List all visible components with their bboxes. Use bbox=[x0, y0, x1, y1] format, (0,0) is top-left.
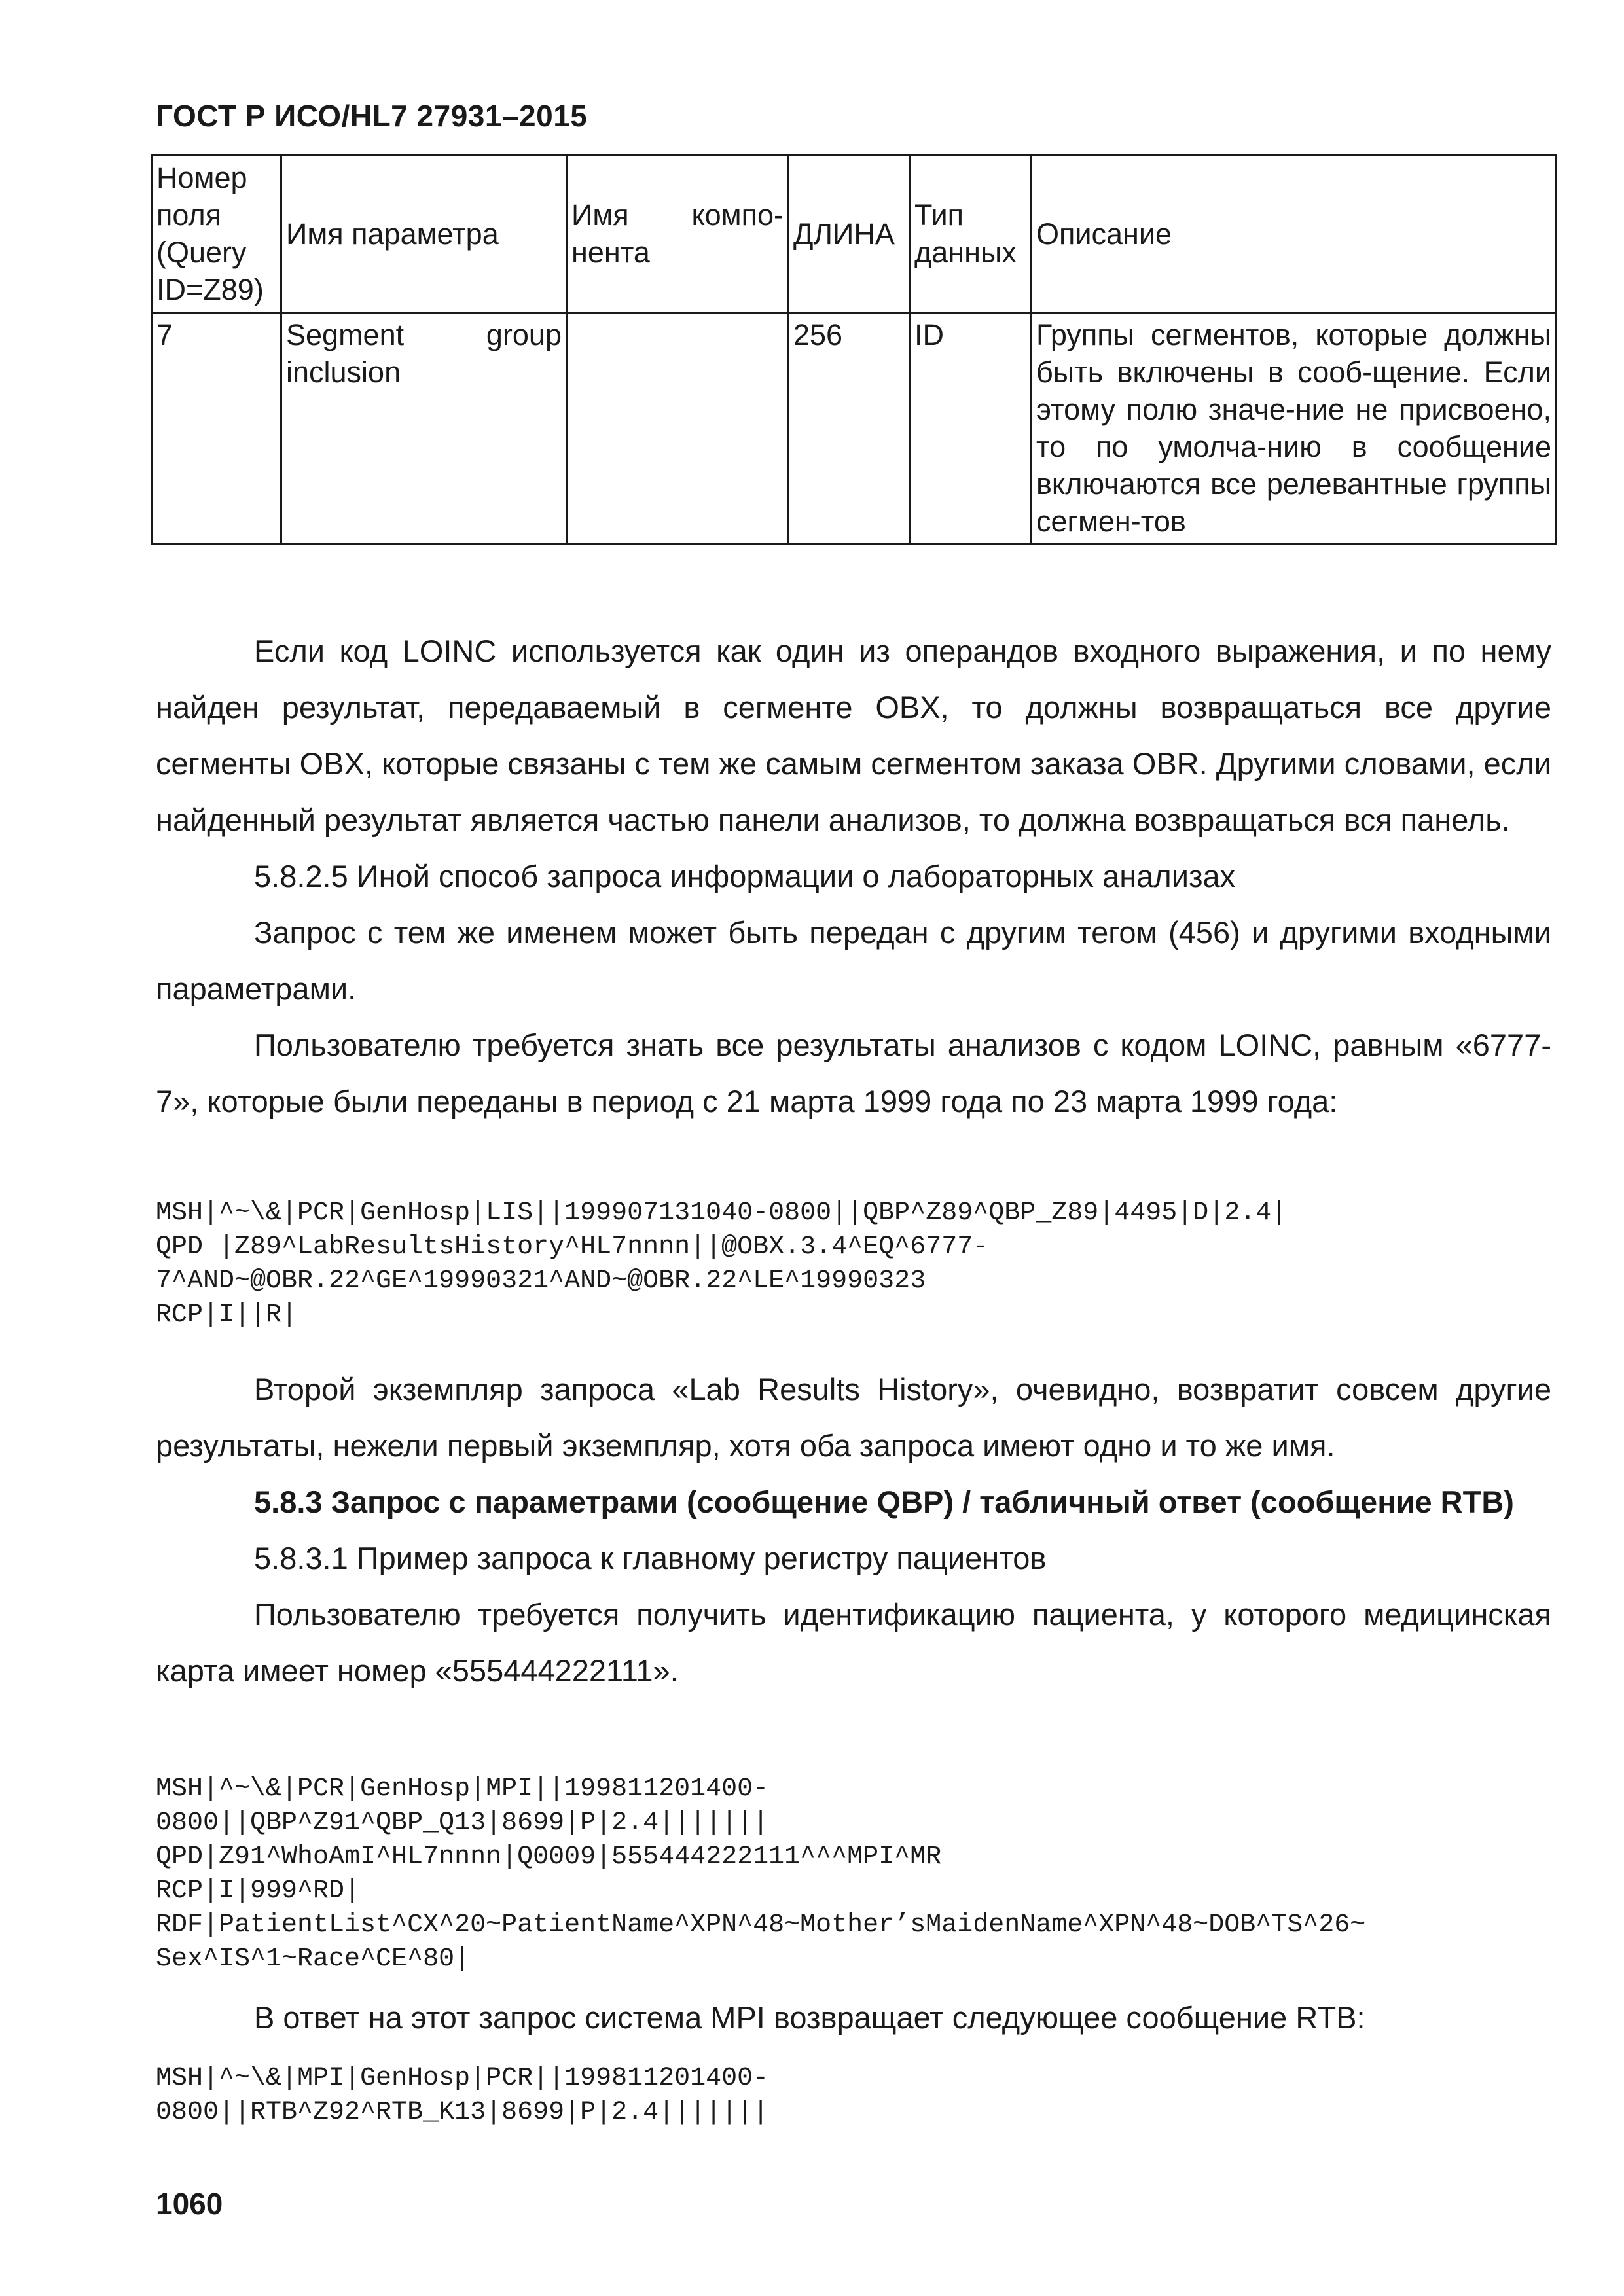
table-cell: 7 bbox=[152, 312, 281, 544]
section-heading: 5.8.3 Запрос с параметрами (сообщение QBP) / табличный ответ (сообщение RTB) bbox=[254, 1484, 1514, 1519]
code-block-query-mpi: MSH|^~\&|PCR|GenHosp|MPI||199811201400- 0800||QBP^Z91^QBP_Q13|8699|P|2.4||||||| QPD|Z91^WhoAmI^HL7nnnn|Q0009|555444222111^^^MPI^MR RCP|I|999^RD| RDF|PatientList^CX^20~PatientName^XPN^48~Mother’sMaidenName^XPN^48~DOB^TS^26~ Sex^IS^1~Race^CE^80| bbox=[156, 1774, 1366, 1974]
body-text-block-3 bbox=[156, 1990, 1551, 2046]
code-block-response-rtb: MSH|^~\&|MPI|GenHosp|PCR||199811201400- 0800||RTB^Z92^RTB_K13|8699|P|2.4||||||| bbox=[156, 2064, 769, 2127]
table-cell bbox=[567, 312, 789, 544]
parameters-table bbox=[151, 154, 1557, 545]
table-cell: ID bbox=[910, 312, 1032, 544]
page-number: 1060 bbox=[156, 2187, 223, 2221]
table-row bbox=[152, 312, 1557, 544]
table-cell: Segment group inclusion bbox=[281, 312, 567, 544]
paragraph: Запрос с тем же именем может быть передан с другим тегом (456) и другими входными параметрами. bbox=[156, 915, 1551, 1006]
code-block-query-lab: MSH|^~\&|PCR|GenHosp|LIS||199907131040-0800||QBP^Z89^QBP_Z89|4495|D|2.4| QPD |Z89^LabResultsHistory^HL7nnnn||@OBX.3.4^EQ^6777- 7^AND~@OBR.22^GE^19990321^AND~@OBR.22^LE^19990323 RCP|I||R| bbox=[156, 1198, 1288, 1330]
table-header-cell: ДЛИНА bbox=[789, 156, 910, 313]
table-header-row bbox=[152, 156, 1557, 313]
table-cell: 256 bbox=[789, 312, 910, 544]
table-header-cell: Номер поля (Query ID=Z89) bbox=[152, 156, 281, 313]
body-text-block-1 bbox=[156, 623, 1551, 1130]
paragraph: Если код LOINC используется как один из операндов входного выражения, и по нему найден результат, передаваемый в сегменте OBX, то должны возвращаться все другие сегменты OBX, которые связаны с тем же самым сегментом заказа OBR. Другими словами, если найденный результат является частью панели анализов, то должна возвращаться вся панель. bbox=[156, 634, 1551, 837]
paragraph: В ответ на этот запрос система MPI возвращает следующее сообщение RTB: bbox=[254, 2000, 1365, 2035]
paragraph: Пользователю требуется получить идентификацию пациента, у которого медицинская карта имеет номер «555444222111». bbox=[156, 1597, 1551, 1688]
table-cell: Группы сегментов, которые должны быть включены в сооб-щение. Если этому полю значе-ние не присвоено, то по умолча-нию в сообщение включаются все релевантные группы сегмен-тов bbox=[1032, 312, 1557, 544]
body-text-block-2 bbox=[156, 1361, 1551, 1699]
document-header: ГОСТ Р ИСО/HL7 27931–2015 bbox=[156, 99, 588, 133]
section-title: 5.8.3.1 Пример запроса к главному регистру пациентов bbox=[254, 1541, 1047, 1575]
paragraph: Пользователю требуется знать все результаты анализов с кодом LOINC, равным «6777-7», которые были переданы в период с 21 марта 1999 года по 23 марта 1999 года: bbox=[156, 1028, 1551, 1119]
table-header-cell: Имя параметра bbox=[281, 156, 567, 313]
section-title: 5.8.2.5 Иной способ запроса информации о лабораторных анализах bbox=[254, 859, 1236, 893]
table-header-cell: Имя компо-нента bbox=[567, 156, 789, 313]
paragraph: Второй экземпляр запроса «Lab Results History», очевидно, возвратит совсем другие результаты, нежели первый экземпляр, хотя оба запроса имеют одно и то же имя. bbox=[156, 1372, 1551, 1463]
table-header-cell: Описание bbox=[1032, 156, 1557, 313]
table-header-cell: Тип данных bbox=[910, 156, 1032, 313]
